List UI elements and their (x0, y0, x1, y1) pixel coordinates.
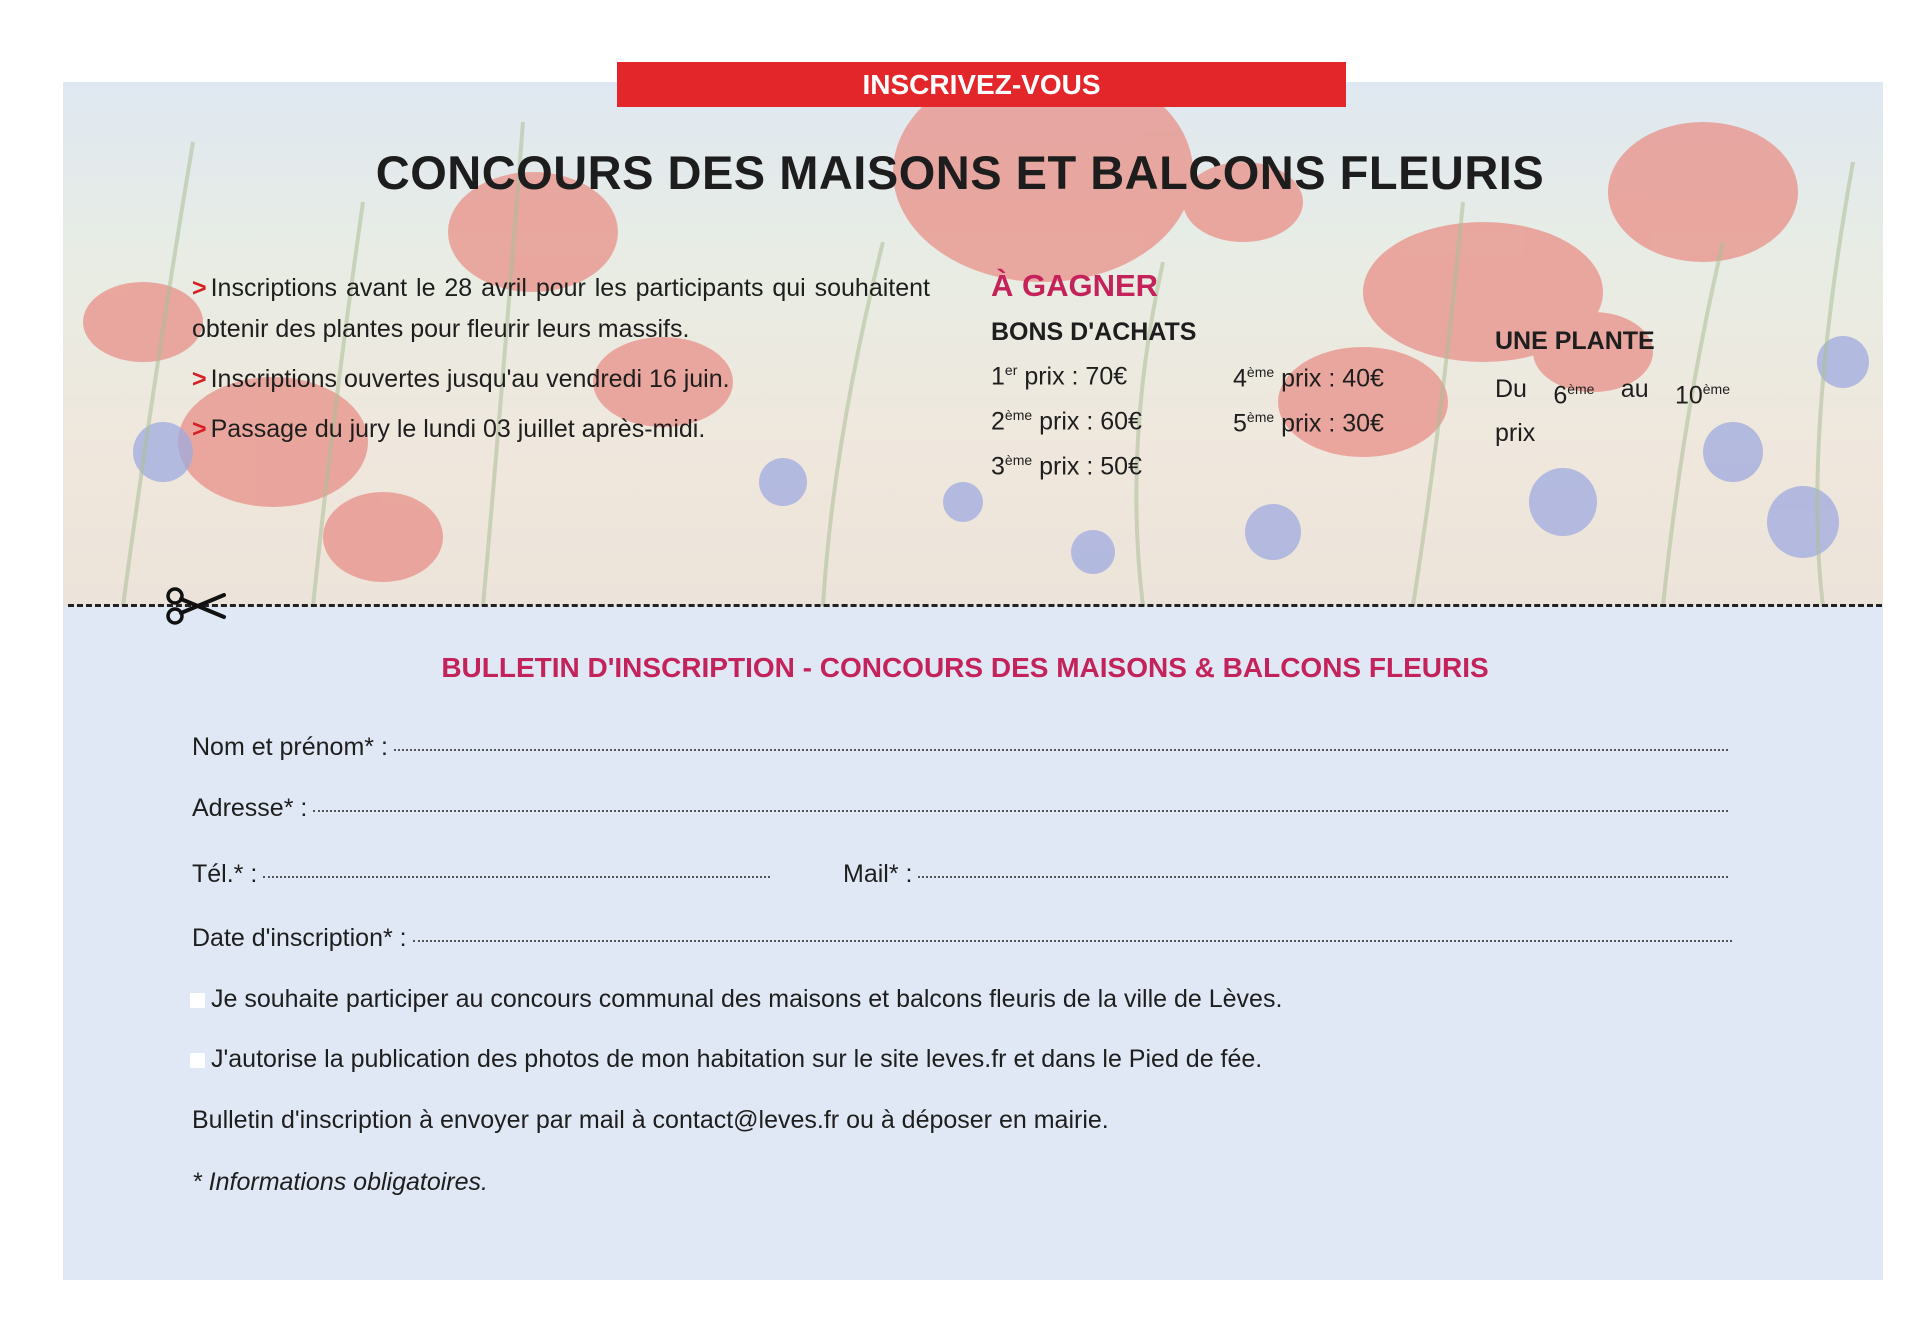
bullet-arrow-icon: > (192, 415, 207, 443)
info-item: > Inscriptions ouvertes jusqu'au vendredi 16 juin. (192, 365, 730, 393)
mail-label: Mail* : (843, 860, 913, 888)
prizes-heading: À GAGNER (991, 268, 1159, 303)
bullet-arrow-icon: > (192, 365, 207, 393)
address-input-line[interactable] (313, 810, 1728, 812)
send-note: Bulletin d'inscription à envoyer par mail à contact@leves.fr ou à déposer en mairie. (192, 1106, 1109, 1134)
mail-input-line[interactable] (918, 876, 1728, 878)
mail-field[interactable] (843, 860, 1728, 889)
photos-checkbox-row[interactable]: J'autorise la publication des photos de mon habitation sur le site leves.fr et dans le Pied de fée. (190, 1045, 1262, 1074)
name-label: Nom et prénom* : (192, 733, 388, 761)
form-title: BULLETIN D'INSCRIPTION - CONCOURS DES MAISONS & BALCONS FLEURIS (441, 652, 1489, 683)
participate-checkbox[interactable] (190, 993, 205, 1008)
page-title: CONCOURS DES MAISONS ET BALCONS FLEURIS (375, 146, 1545, 199)
phone-label: Tél.* : (192, 860, 258, 888)
signup-ribbon: INSCRIVEZ-VOUS (617, 62, 1346, 107)
vouchers-heading: BONS D'ACHATS (991, 318, 1197, 346)
photos-checkbox[interactable] (190, 1053, 205, 1068)
name-input-line[interactable] (394, 749, 1728, 751)
plant-heading: UNE PLANTE (1495, 327, 1655, 355)
prize-item: 3ème prix : 50€ (991, 452, 1142, 481)
cut-line (68, 604, 1882, 607)
info-item: > Passage du jury le lundi 03 juillet après-midi. (192, 415, 706, 443)
participate-checkbox-row[interactable]: Je souhaite participer au concours communal des maisons et balcons fleuris de la ville de Lèves. (190, 985, 1282, 1014)
prize-item: 2ème prix : 60€ (991, 407, 1142, 436)
date-label: Date d'inscription* : (192, 924, 407, 952)
scissors-icon (166, 586, 228, 626)
prize-item: 5ème prix : 30€ (1233, 409, 1384, 438)
address-label: Adresse* : (192, 794, 308, 822)
phone-input-line[interactable] (263, 876, 770, 878)
address-field[interactable] (192, 794, 1728, 823)
phone-field[interactable] (192, 860, 770, 889)
info-list (192, 268, 930, 459)
name-field[interactable] (192, 733, 1728, 762)
date-field[interactable] (192, 924, 1732, 953)
required-note: * Informations obligatoires. (192, 1168, 488, 1196)
prize-item: 1er prix : 70€ (991, 362, 1128, 391)
date-input-line[interactable] (413, 940, 1732, 942)
info-item: > Inscriptions avant le 28 avril pour les participants qui souhaitent obtenir des plantes pour fleurir leurs massifs. (192, 274, 930, 343)
plant-prize-text: Du 6ème au 10ème prix (1495, 375, 1730, 448)
prize-item: 4ème prix : 40€ (1233, 364, 1384, 393)
bullet-arrow-icon: > (192, 274, 207, 302)
